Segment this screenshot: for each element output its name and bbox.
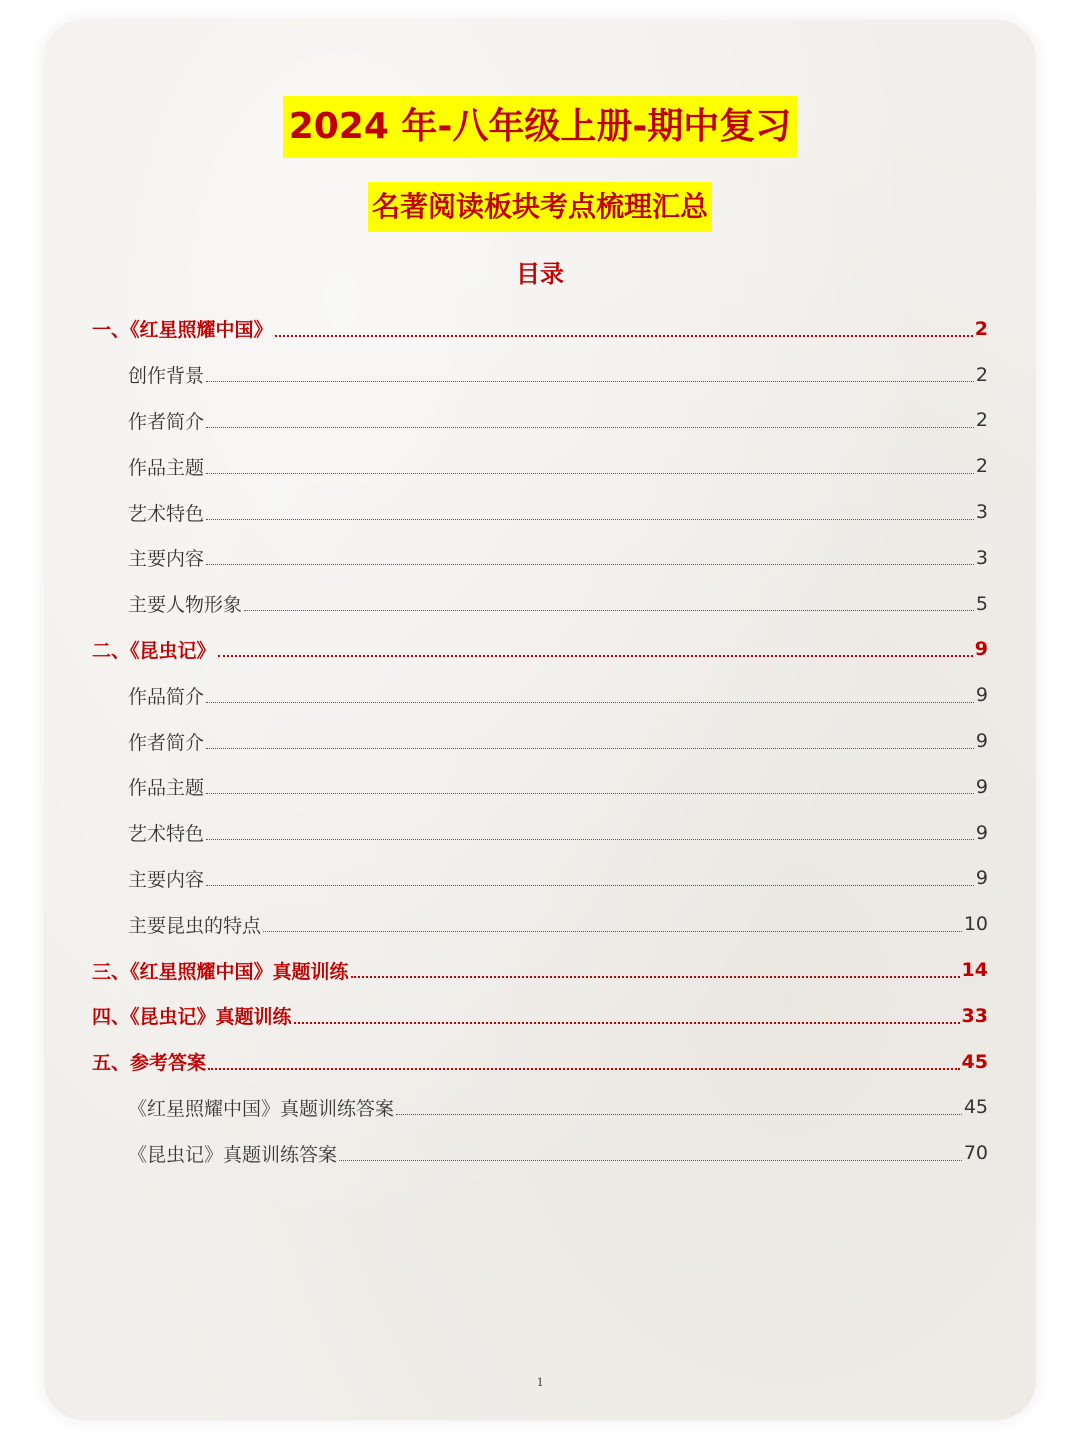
toc-section-entry[interactable]: [92, 627, 988, 673]
toc-section-entry[interactable]: [92, 1039, 988, 1085]
toc-entry-page: 9: [975, 684, 988, 707]
toc-entry-label: 主要内容: [128, 548, 205, 571]
toc-subsection-entry[interactable]: [92, 764, 988, 810]
toc-entry-label: 艺术特色: [128, 502, 205, 525]
toc-entry-page: 9: [975, 821, 988, 844]
page-number: 1: [536, 1374, 544, 1389]
toc-dot-leader: [244, 610, 974, 611]
toc-dot-leader: [206, 381, 974, 382]
toc-entry-label: 四、《昆虫记》真题训练: [92, 1006, 292, 1029]
toc-dot-leader: [206, 473, 974, 474]
toc-entry-label: 创作背景: [128, 365, 205, 388]
document-subtitle: 名著阅读板块考点梳理汇总: [368, 182, 712, 232]
toc-entry-page: 9: [974, 638, 988, 661]
toc-entry-page: 2: [975, 455, 988, 478]
toc-dot-leader: [275, 335, 973, 337]
toc-entry-label: 作品主题: [128, 777, 205, 800]
toc-entry-label: 主要昆虫的特点: [128, 914, 262, 937]
toc-entry-page: 2: [975, 409, 988, 432]
document-title-wrap: [0, 96, 1080, 158]
toc-entry-label: 主要内容: [128, 868, 205, 891]
toc-entry-page: 45: [961, 1050, 988, 1073]
toc-entry-label: 作者简介: [128, 731, 205, 754]
toc-dot-leader: [206, 748, 974, 749]
toc-entry-label: 五、参考答案: [92, 1052, 207, 1075]
toc-entry-page: 70: [963, 1142, 988, 1165]
toc-entry-page: 9: [975, 775, 988, 798]
document-title: 2024 年-八年级上册-期中复习: [283, 96, 798, 158]
toc-entry-page: 2: [975, 363, 988, 386]
toc-entry-page: 3: [975, 546, 988, 569]
table-of-contents: [92, 306, 988, 1176]
toc-subsection-entry[interactable]: [92, 810, 988, 856]
toc-dot-leader: [208, 1068, 960, 1070]
toc-entry-label: 二、《昆虫记》: [92, 639, 216, 662]
toc-entry-page: 33: [961, 1004, 988, 1027]
toc-dot-leader: [206, 564, 974, 565]
toc-entry-page: 3: [975, 501, 988, 524]
toc-entry-label: 作品简介: [128, 685, 205, 708]
toc-entry-page: 45: [963, 1096, 988, 1119]
toc-subsection-entry[interactable]: [92, 352, 988, 398]
toc-subsection-entry[interactable]: [92, 489, 988, 535]
document-subtitle-wrap: [0, 182, 1080, 232]
toc-entry-page: 9: [975, 867, 988, 890]
toc-subsection-entry[interactable]: [92, 535, 988, 581]
toc-entry-label: 《红星照耀中国》真题训练答案: [128, 1097, 395, 1120]
toc-dot-leader: [218, 655, 973, 657]
toc-entry-page: 5: [975, 592, 988, 615]
toc-entry-page: 14: [961, 959, 988, 982]
toc-subsection-entry[interactable]: [92, 443, 988, 489]
toc-dot-leader: [206, 427, 974, 428]
toc-dot-leader: [294, 1022, 960, 1024]
toc-dot-leader: [206, 839, 974, 840]
toc-entry-label: 主要人物形象: [128, 594, 243, 617]
toc-section-entry[interactable]: [92, 947, 988, 993]
toc-subsection-entry[interactable]: [92, 581, 988, 627]
toc-dot-leader: [206, 793, 974, 794]
toc-subsection-entry[interactable]: [92, 672, 988, 718]
toc-dot-leader: [263, 931, 962, 932]
toc-subsection-entry[interactable]: [92, 901, 988, 947]
toc-subsection-entry[interactable]: [92, 856, 988, 902]
toc-section-entry[interactable]: [92, 306, 988, 352]
toc-entry-label: 作者简介: [128, 410, 205, 433]
toc-section-entry[interactable]: [92, 993, 988, 1039]
toc-entry-page: 9: [975, 730, 988, 753]
toc-subsection-entry[interactable]: [92, 1085, 988, 1131]
toc-heading: 目录: [516, 260, 564, 288]
toc-dot-leader: [396, 1114, 962, 1115]
toc-entry-label: 一、《红星照耀中国》: [92, 319, 273, 342]
toc-subsection-entry[interactable]: [92, 718, 988, 764]
toc-dot-leader: [339, 1160, 962, 1161]
toc-dot-leader: [206, 519, 974, 520]
toc-entry-label: 艺术特色: [128, 823, 205, 846]
toc-subsection-entry[interactable]: [92, 1130, 988, 1176]
toc-dot-leader: [206, 885, 974, 886]
toc-subsection-entry[interactable]: [92, 398, 988, 444]
toc-entry-label: 作品主题: [128, 456, 205, 479]
toc-dot-leader: [351, 976, 960, 978]
toc-dot-leader: [206, 702, 974, 703]
toc-entry-label: 三、《红星照耀中国》真题训练: [92, 960, 349, 983]
toc-entry-label: 《昆虫记》真题训练答案: [128, 1143, 338, 1166]
toc-entry-page: 10: [963, 913, 988, 936]
toc-entry-page: 2: [974, 317, 988, 340]
